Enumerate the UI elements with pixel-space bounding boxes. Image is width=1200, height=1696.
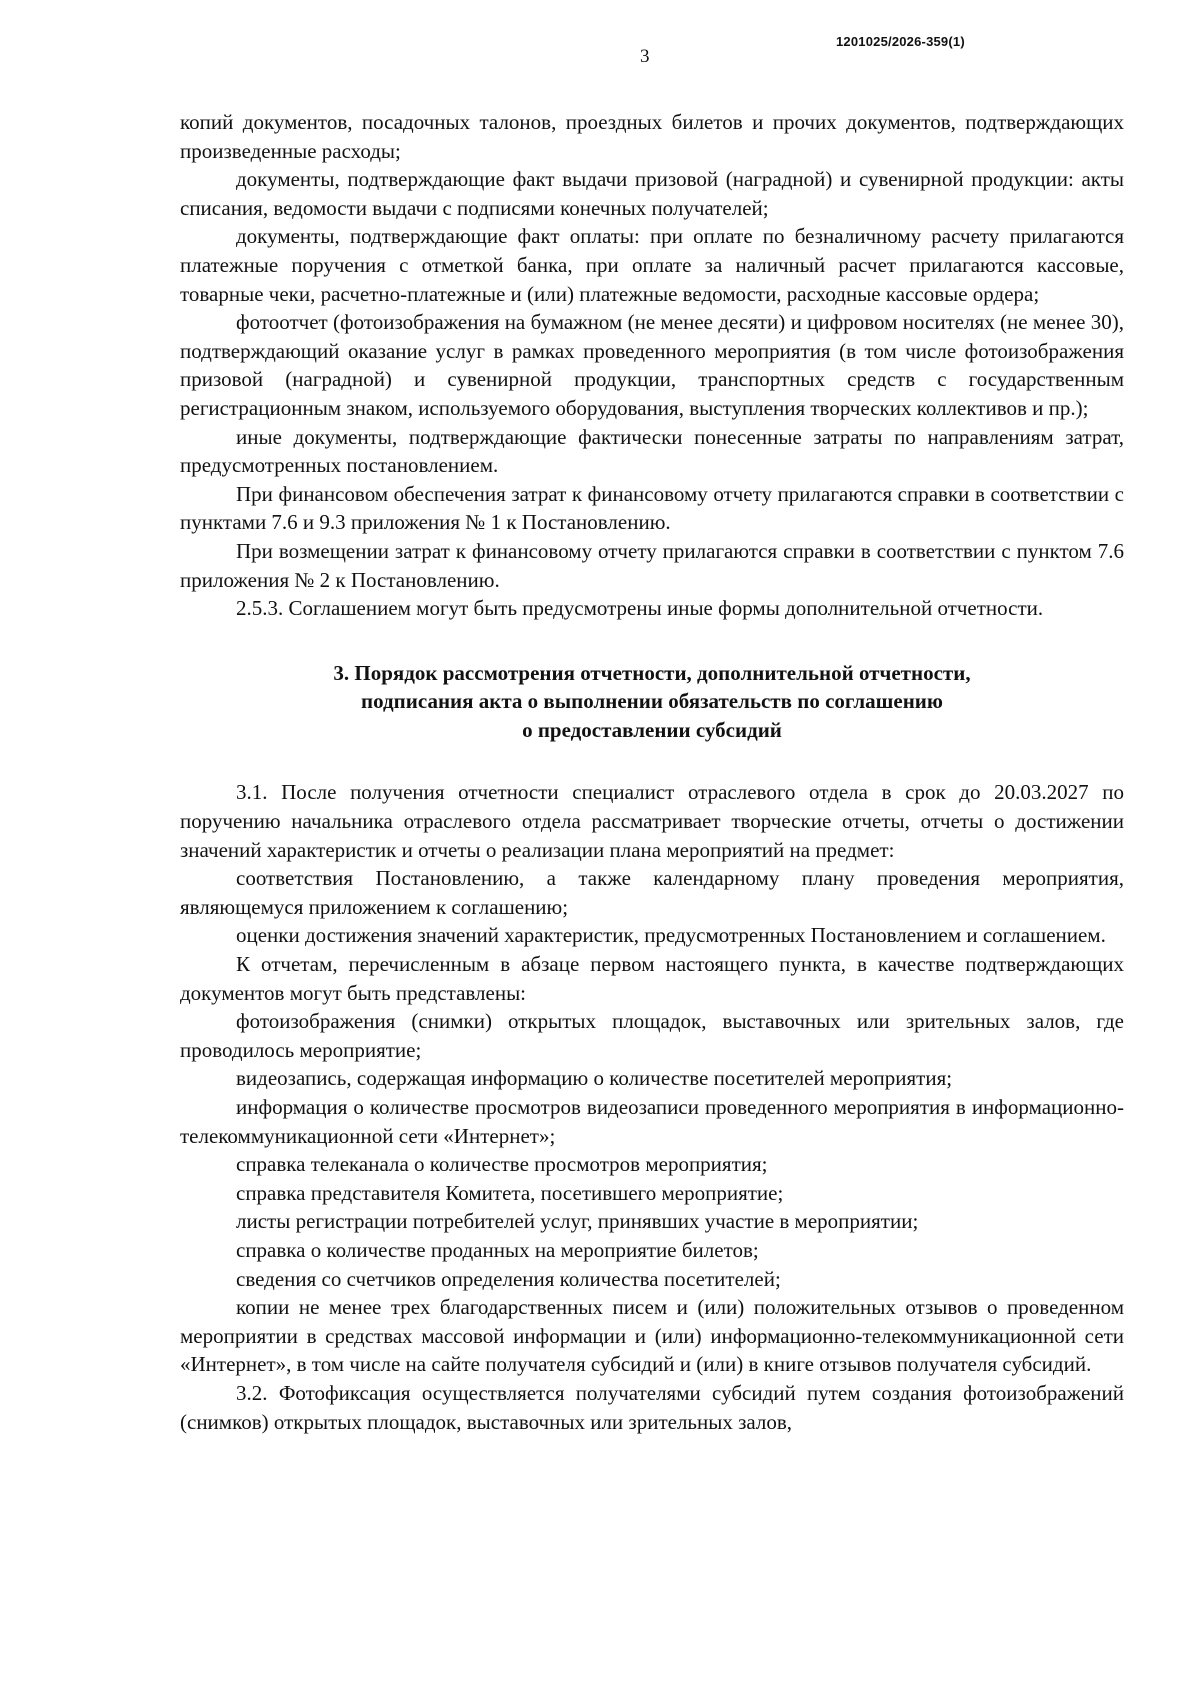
paragraph: информация о количестве просмотров видеозаписи проведенного мероприятия в информационно-телекоммуникационной сети «Интернет»; [180, 1095, 1124, 1148]
section-heading-line: о предоставлении субсидий [522, 717, 782, 742]
paragraph: копии не менее трех благодарственных писем и (или) положительных отзывов о проведенном мероприятии в средствах массовой информации и (или) информационно-телекоммуникационной сети «Интернет», в том числе на сайте получателя субсидий и (или) в книге отзывов получателя субсидий. [180, 1295, 1124, 1377]
paragraph: справка о количестве проданных на мероприятие билетов; [236, 1237, 759, 1262]
paragraph: справка представителя Комитета, посетившего мероприятие; [236, 1180, 784, 1205]
paragraph: сведения со счетчиков определения количества посетителей; [236, 1266, 781, 1291]
section-heading-line: 3. Порядок рассмотрения отчетности, дополнительной отчетности, [333, 660, 971, 685]
paragraph: видеозапись, содержащая информацию о количестве посетителей мероприятия; [236, 1066, 953, 1091]
paragraph: 3.2. Фотофиксация осуществляется получателями субсидий путем создания фотоизображений (снимков) открытых площадок, выставочных или зрительных залов, [180, 1380, 1124, 1434]
paragraph: соответствия Постановлению, а также календарному плану проведения мероприятия, являющемуся приложением к соглашению; [180, 866, 1124, 919]
paragraph: фотоизображения (снимки) открытых площадок, выставочных или зрительных залов, где проводилось мероприятие; [180, 1009, 1124, 1062]
page-number: 3 [640, 46, 650, 67]
paragraph: иные документы, подтверждающие фактически понесенные затраты по направлениям затрат, предусмотренных постановлением. [180, 424, 1124, 478]
paragraph: копий документов, посадочных талонов, проездных билетов и прочих документов, подтверждающих произведенные расходы; [180, 110, 1124, 163]
paragraph: фотоотчет (фотоизображения на бумажном (не менее десяти) и цифровом носителях (не менее 30), подтверждающий оказание услуг в рамках проведенного мероприятия (в том числе фотоизображения призовой (наградной) и сувенирной продукции, транспортных средств с государственным регистрационным знаком, используемого оборудования, выступления творческих коллективов и пр.); [180, 310, 1124, 420]
paragraph: 2.5.3. Соглашением могут быть предусмотрены иные формы дополнительной отчетности. [236, 596, 1044, 621]
document-body [180, 108, 1124, 1436]
paragraph: документы, подтверждающие факт оплаты: при оплате по безналичному расчету прилагаются платежные поручения с отметкой банка, при оплате за наличный расчет прилагаются кассовые, товарные чеки, расчетно-платежные и (или) платежные ведомости, расходные кассовые ордера; [180, 224, 1124, 306]
paragraph: 3.1. После получения отчетности специалист отраслевого отдела в срок до 20.03.2027 по поручению начальника отраслевого отдела рассматривает творческие отчеты, отчеты о достижении значений характеристик и отчеты о реализации плана мероприятий на предмет: [180, 780, 1124, 862]
document-number: 1201025/2026-359(1) [836, 34, 965, 49]
paragraph: листы регистрации потребителей услуг, принявших участие в мероприятии; [236, 1209, 919, 1234]
section-heading-line: подписания акта о выполнении обязательств по соглашению [361, 689, 943, 714]
paragraph: документы, подтверждающие факт выдачи призовой (наградной) и сувенирной продукции: акты списания, ведомости выдачи с подписями конечных получателей; [180, 167, 1124, 220]
paragraph: При финансовом обеспечения затрат к финансовому отчету прилагаются справки в соответствии с пунктами 7.6 и 9.3 приложения № 1 к Постановлению. [180, 481, 1124, 535]
section-heading [180, 659, 1124, 745]
paragraph: оценки достижения значений характеристик, предусмотренных Постановлением и соглашением. [236, 923, 1106, 948]
paragraph: К отчетам, перечисленным в абзаце первом настоящего пункта, в качестве подтверждающих документов могут быть представлены: [180, 952, 1124, 1005]
paragraph: При возмещении затрат к финансовому отчету прилагаются справки в соответствии с пунктом 7.6 приложения № 2 к Постановлению. [180, 538, 1124, 592]
paragraph: справка телеканала о количестве просмотров мероприятия; [236, 1152, 768, 1177]
